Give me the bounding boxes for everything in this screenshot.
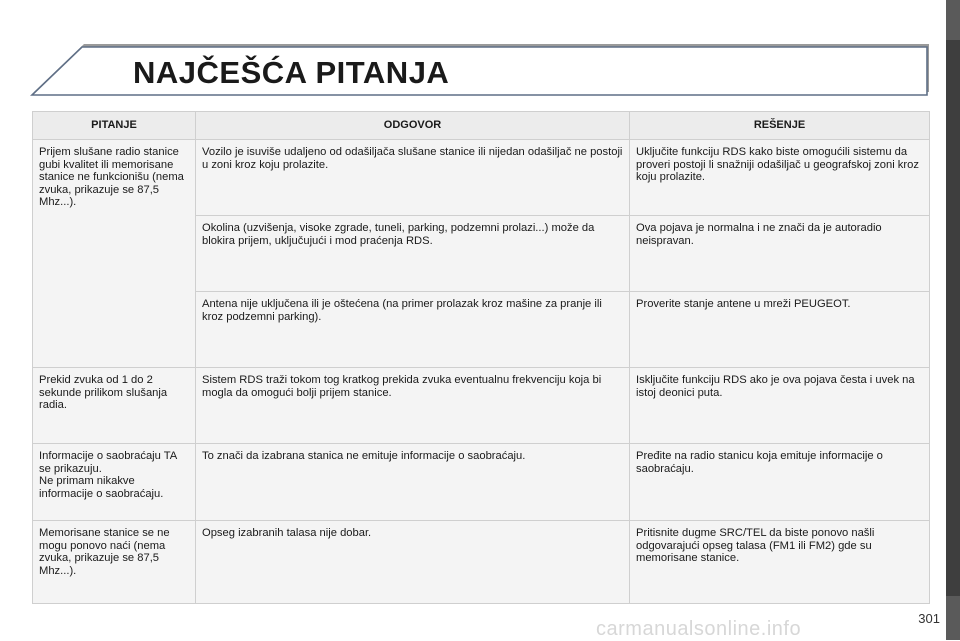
- solution-cell: Uključite funkciju RDS kako biste omogućili sistemu da proveri postoji li snažniji odašiljač u geografskoj zoni kroz koju prolazite.: [630, 140, 930, 216]
- question-cell: Prijem slušane radio stanice gubi kvalitet ili memorisane stanice ne funkcionišu (nema zvuka, prikazuje se 87,5 Mhz...).: [33, 140, 196, 368]
- page-title: NAJČEŠĆA PITANJA: [133, 55, 450, 90]
- answer-cell: Okolina (uzvišenja, visoke zgrade, tuneli, parking, podzemni prolazi...) može da blokira prijem, uključujući i mod praćenja RDS.: [196, 216, 630, 292]
- header-solution: REŠENJE: [630, 112, 930, 140]
- solution-cell: Ova pojava je normalna i ne znači da je autoradio neispravan.: [630, 216, 930, 292]
- table-row: [33, 140, 930, 216]
- watermark: carmanualsonline.info: [596, 618, 802, 640]
- table-row: [33, 444, 930, 521]
- table-row: [33, 521, 930, 604]
- page-number: 301: [918, 611, 940, 626]
- question-cell: Prekid zvuka od 1 do 2 sekunde prilikom slušanja radia.: [33, 368, 196, 444]
- header-question: PITANJE: [33, 112, 196, 140]
- solution-cell: Isključite funkciju RDS ako je ova pojava česta i uvek na istoj deonici puta.: [630, 368, 930, 444]
- header-answer: ODGOVOR: [196, 112, 630, 140]
- answer-cell: Antena nije uključena ili je oštećena (na primer prolazak kroz mašine za pranje ili kroz podzemni parking).: [196, 292, 630, 368]
- table-row: [33, 368, 930, 444]
- faq-table: [32, 111, 930, 604]
- solution-cell: Pređite na radio stanicu koja emituje informacije o saobraćaju.: [630, 444, 930, 521]
- answer-cell: Vozilo je isuviše udaljeno od odašiljača slušane stanice ili nijedan odašiljač ne postoji u zoni kroz koju prolazite.: [196, 140, 630, 216]
- question-cell: Informacije o saobraćaju TA se prikazuju. Ne primam nikakve informacije o saobraćaju.: [33, 444, 196, 521]
- question-cell: Memorisane stanice se ne mogu ponovo naći (nema zvuka, prikazuje se 87,5 Mhz...).: [33, 521, 196, 604]
- solution-cell: Proverite stanje antene u mreži PEUGEOT.: [630, 292, 930, 368]
- solution-cell: Pritisnite dugme SRC/TEL da biste ponovo našli odgovarajući opseg talasa (FM1 ili FM2) gde su memorisane stanice.: [630, 521, 930, 604]
- answer-cell: To znači da izabrana stanica ne emituje informacije o saobraćaju.: [196, 444, 630, 521]
- side-tab-bar: [946, 0, 960, 640]
- answer-cell: Sistem RDS traži tokom tog kratkog prekida zvuka eventualnu frekvenciju koja bi mogla da omogući bolji prijem stanice.: [196, 368, 630, 444]
- answer-cell: Opseg izabranih talasa nije dobar.: [196, 521, 630, 604]
- table-header-row: [33, 112, 930, 140]
